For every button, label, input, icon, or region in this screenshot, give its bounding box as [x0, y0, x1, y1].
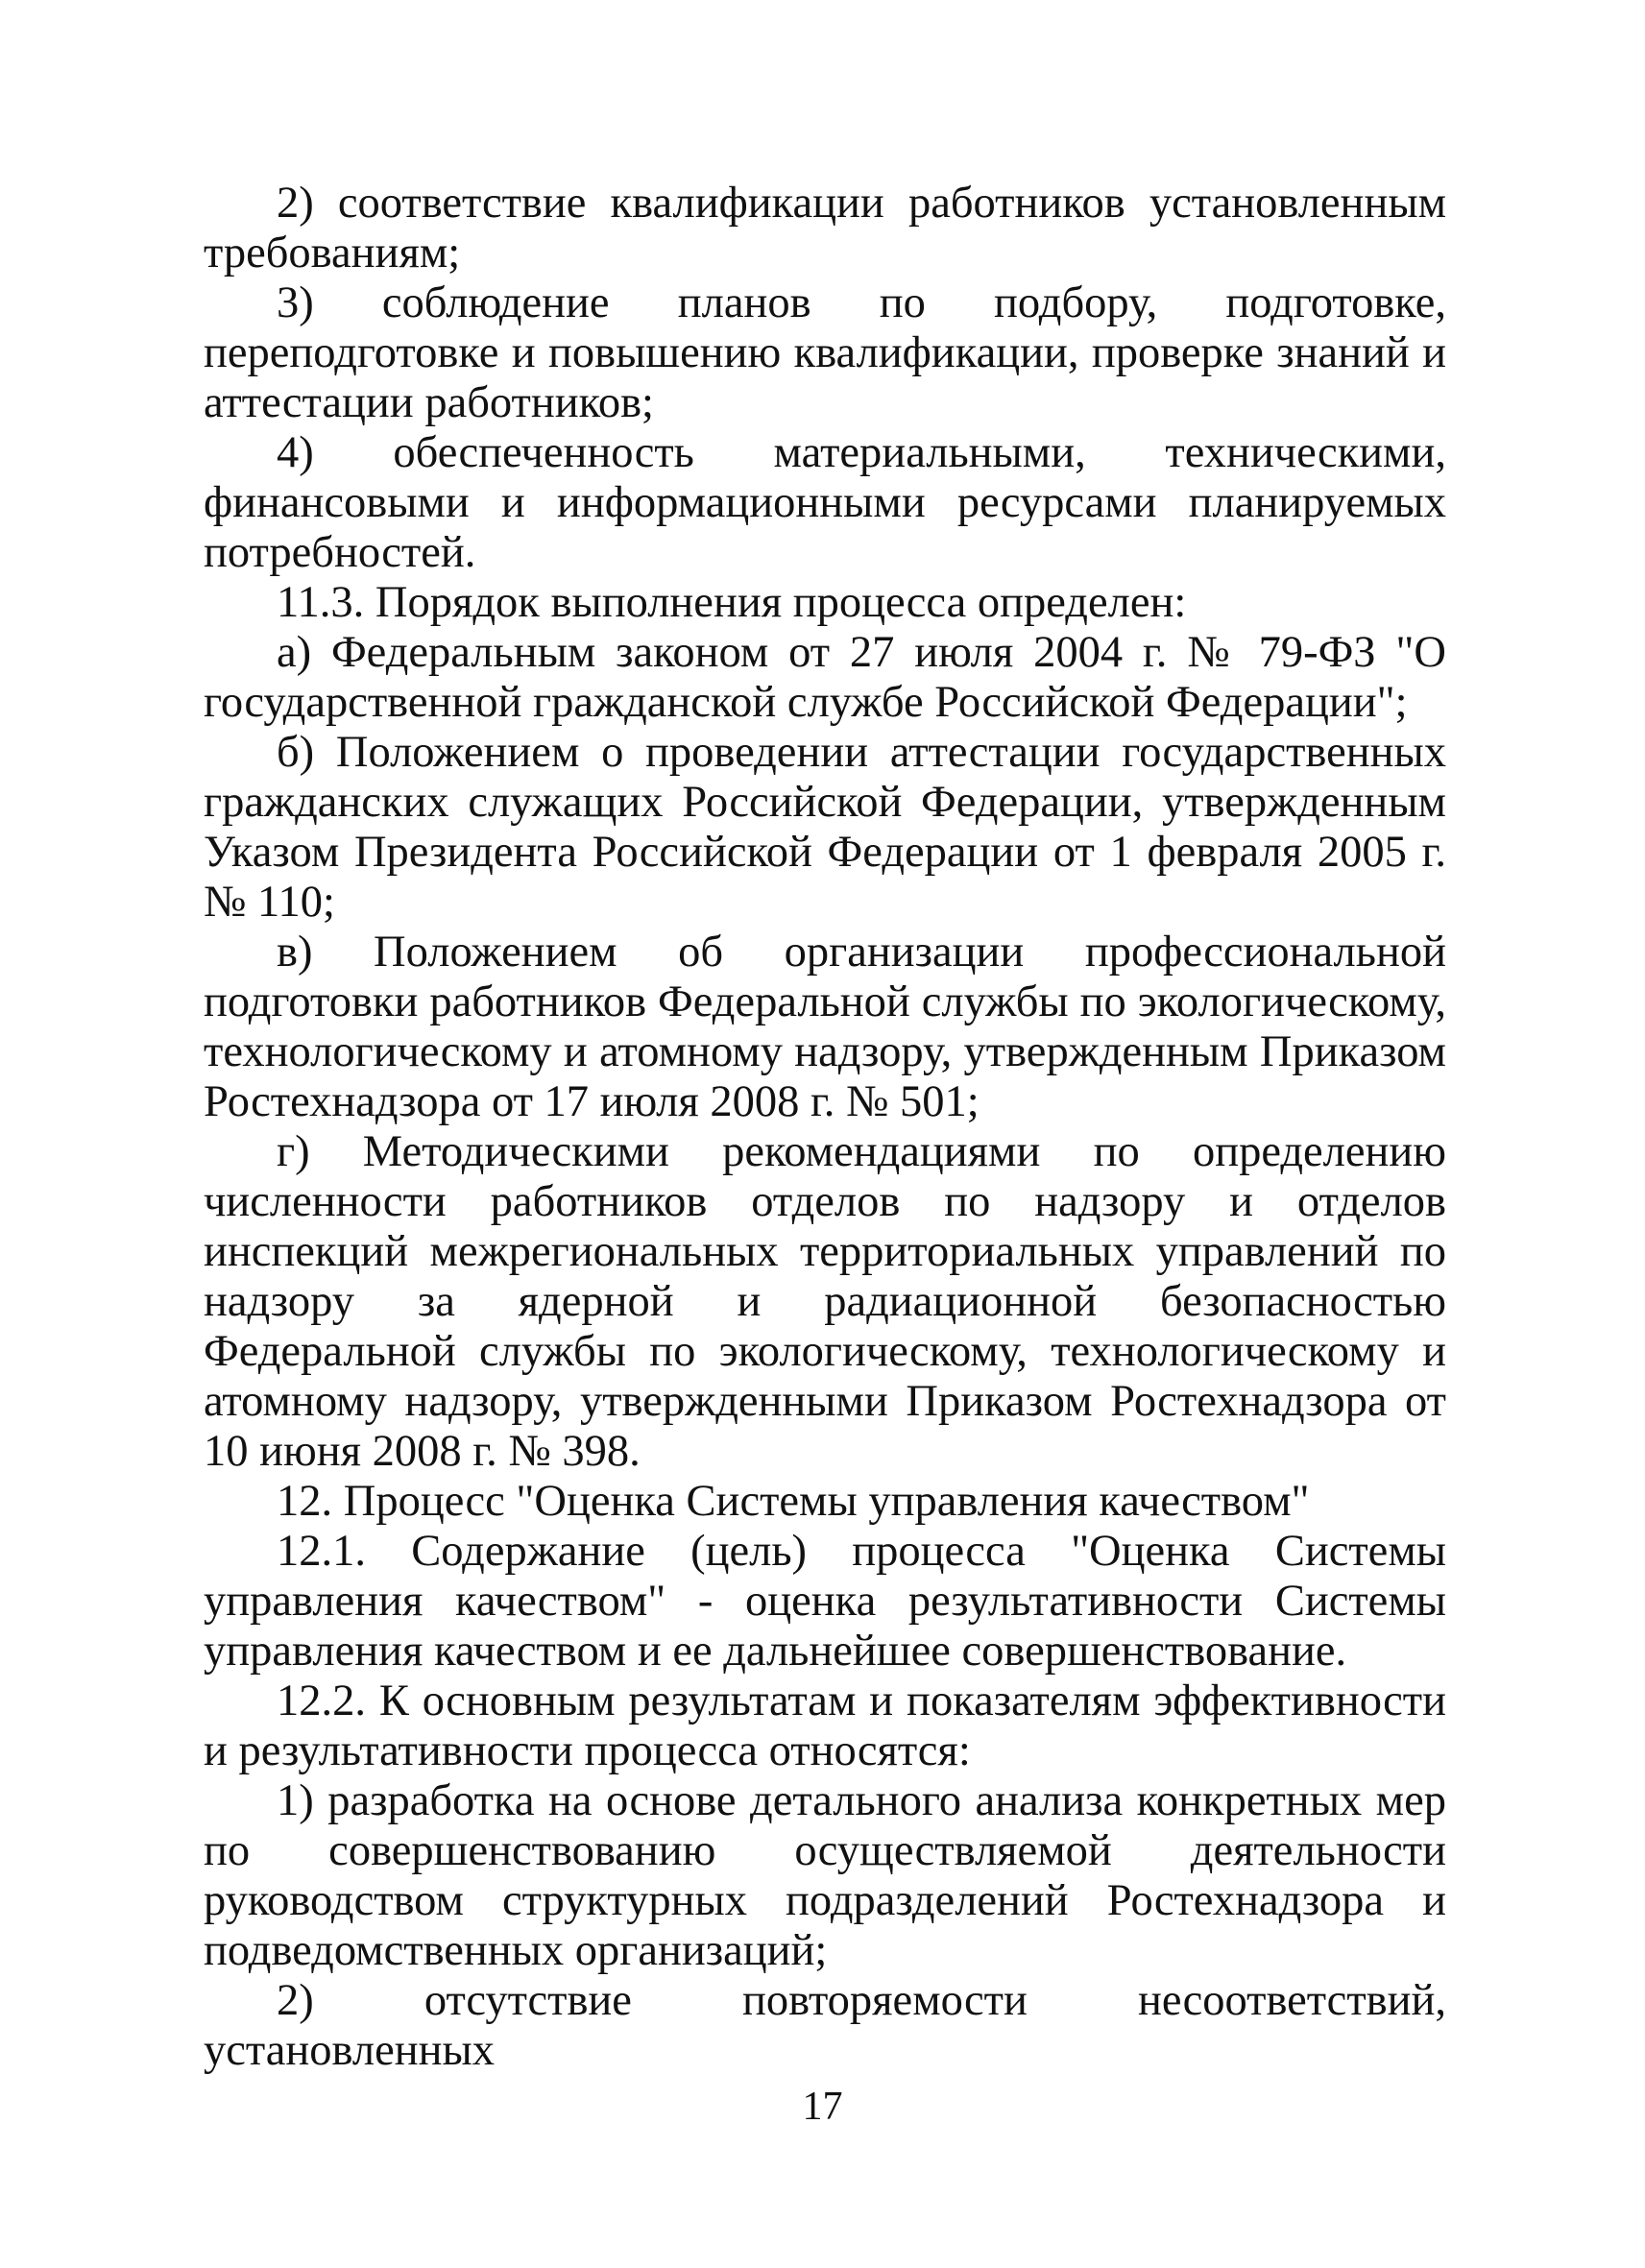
paragraph-g-methodical-recommendations: г) Методическими рекомендациями по определению численности работников отделов по надзору и отделов инспекций межрегиональных территориальных управлений по надзору за ядерной и радиационной безопасностью Федеральной службы по экологическому, технологическому и атомному надзору, утвержденными Приказом Ростехнадзора от 10 июня 2008 г. № 398. [204, 1127, 1446, 1476]
page-number: 17 [802, 2085, 843, 2129]
paragraph-v-training-regulation: в) Положением об организации профессиональной подготовки работников Федеральной службы по экологическому, технологическому и атомному надзору, утвержденным Приказом Ростехнадзора от 17 июля 2008 г. № 501; [204, 928, 1446, 1126]
paragraph-12-2-results: 12.2. К основным результатам и показателям эффективности и результативности процесса относятся: [204, 1677, 1446, 1775]
paragraph-11-3-procedure: 11.3. Порядок выполнения процесса определен: [277, 578, 1187, 627]
paragraph-2-qualification: 2) соответствие квалификации работников установленным требованиям; [204, 179, 1446, 277]
document-body [204, 179, 1446, 2076]
paragraph-12-1-content: 12.1. Содержание (цель) процесса "Оценка Системы управления качеством" - оценка результативности Системы управления качеством и ее дальнейшее совершенствование. [204, 1527, 1446, 1676]
paragraph-a-federal-law: а) Федеральным законом от 27 июля 2004 г. № 79-ФЗ "О государственной гражданской службе Российской Федерации"; [204, 628, 1446, 727]
paragraph-12-process-title: 12. Процесс "Оценка Системы управления качеством" [277, 1477, 1310, 1526]
paragraph-b-attestation-regulation: б) Положением о проведении аттестации государственных гражданских служащих Российской Федерации, утвержденным Указом Президента Российской Федерации от 1 февраля 2005 г. № 110; [204, 728, 1446, 927]
paragraph-4-resources: 4) обеспеченность материальными, техническими, финансовыми и информационными ресурсами планируемых потребностей. [204, 428, 1446, 577]
paragraph-2-no-repeat: 2) отсутствие повторяемости несоответствий, установленных [204, 1976, 1446, 2075]
paragraph-3-training-plans: 3) соблюдение планов по подбору, подготовке, переподготовке и повышению квалификации, проверке знаний и аттестации работников; [204, 278, 1446, 427]
paragraph-1-development: 1) разработка на основе детального анализа конкретных мер по совершенствованию осуществляемой деятельности руководством структурных подразделений Ростехнадзора и подведомственных организаций; [204, 1776, 1446, 1975]
